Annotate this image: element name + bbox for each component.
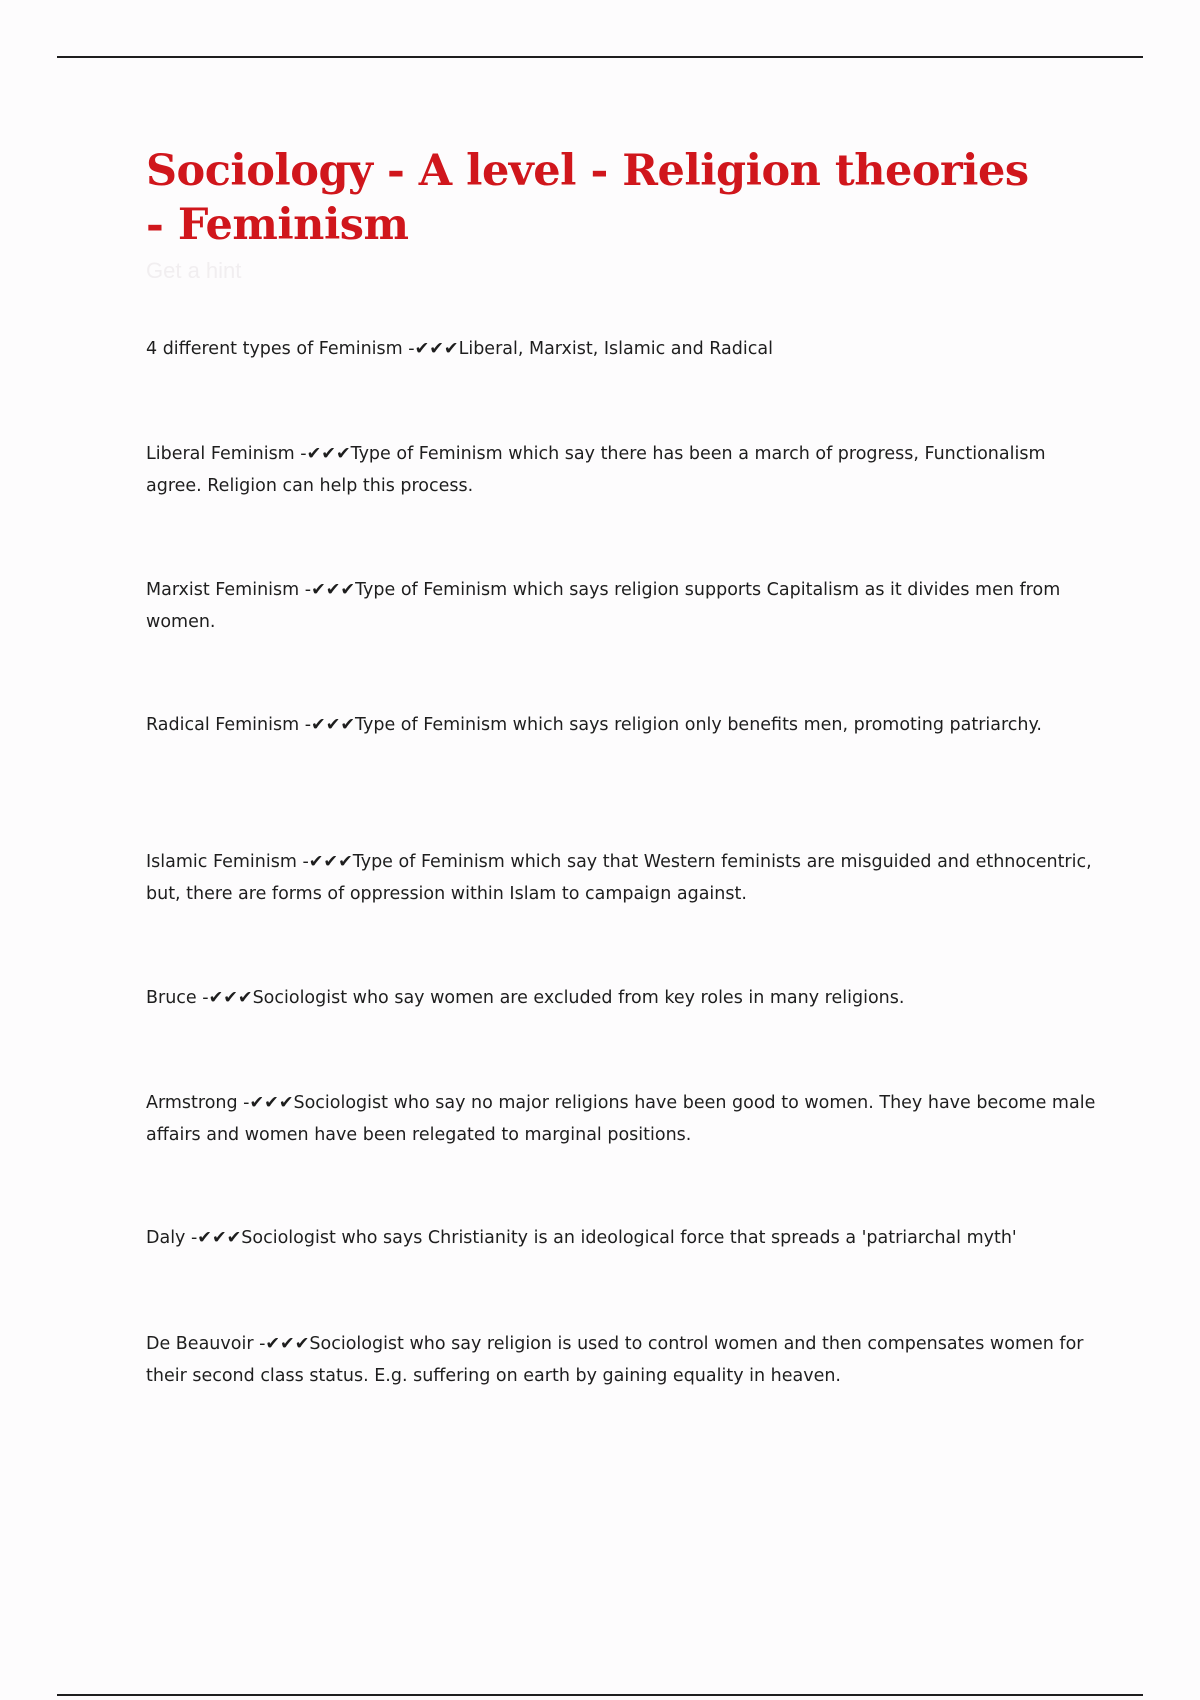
- entry: [146, 333, 1096, 365]
- entry: [146, 709, 1096, 741]
- entry-definition: Sociologist who says Christianity is an ideological force that spreads a 'patriarchal myth': [241, 1228, 1017, 1248]
- entry-definition: Liberal, Marxist, Islamic and Radical: [458, 339, 773, 359]
- entry-definition: Type of Feminism which says religion supports Capitalism as it divides men from women.: [146, 580, 1061, 632]
- entry-definition: Type of Feminism which says religion only benefits men, promoting patriarchy.: [355, 715, 1042, 735]
- entry-definition: Sociologist who say no major religions have been good to women. They have become male affairs and women have been relegated to marginal positions.: [146, 1093, 1096, 1145]
- checkmarks-separator: -✔✔✔: [253, 1334, 310, 1354]
- entry-term: Islamic Feminism: [146, 852, 297, 872]
- checkmarks-separator: -✔✔✔: [296, 852, 353, 872]
- entry-term: 4 different types of Feminism: [146, 339, 403, 359]
- entry-definition: Sociologist who say women are excluded from key roles in many religions.: [252, 988, 905, 1008]
- entry-term: Bruce: [146, 988, 197, 1008]
- checkmarks-separator: -✔✔✔: [196, 988, 253, 1008]
- entry: [146, 574, 1096, 638]
- top-divider: [57, 56, 1143, 58]
- bottom-divider: [57, 1694, 1143, 1696]
- entry-term: De Beauvoir: [146, 1334, 254, 1354]
- document-title: Sociology - A level - Religion theories - Feminism: [146, 146, 1029, 250]
- entry-term: Daly: [146, 1228, 186, 1248]
- entry-term: Radical Feminism: [146, 715, 300, 735]
- entry-term: Armstrong: [146, 1093, 238, 1113]
- hint-text: Get a hint: [146, 258, 242, 283]
- checkmarks-separator: -✔✔✔: [299, 580, 356, 600]
- entry: [146, 982, 1096, 1014]
- entry: [146, 1328, 1096, 1392]
- checkmarks-separator: -✔✔✔: [185, 1228, 242, 1248]
- entry-definition: Type of Feminism which say there has been a march of progress, Functionalism agree. Religion can help this process.: [146, 444, 1046, 496]
- checkmarks-separator: -✔✔✔: [294, 444, 351, 464]
- entry: [146, 1087, 1096, 1151]
- entry-term: Liberal Feminism: [146, 444, 295, 464]
- checkmarks-separator: -✔✔✔: [237, 1093, 294, 1113]
- entry-definition: Type of Feminism which say that Western feminists are misguided and ethnocentric, but, there are forms of oppression within Islam to campaign against.: [146, 852, 1092, 904]
- entry-definition: Sociologist who say religion is used to control women and then compensates women for their second class status. E.g. suffering on earth by gaining equality in heaven.: [146, 1334, 1084, 1386]
- entry: [146, 846, 1096, 910]
- entry-term: Marxist Feminism: [146, 580, 300, 600]
- entry: [146, 438, 1096, 502]
- entry: [146, 1222, 1096, 1254]
- checkmarks-separator: -✔✔✔: [299, 715, 356, 735]
- checkmarks-separator: -✔✔✔: [402, 339, 459, 359]
